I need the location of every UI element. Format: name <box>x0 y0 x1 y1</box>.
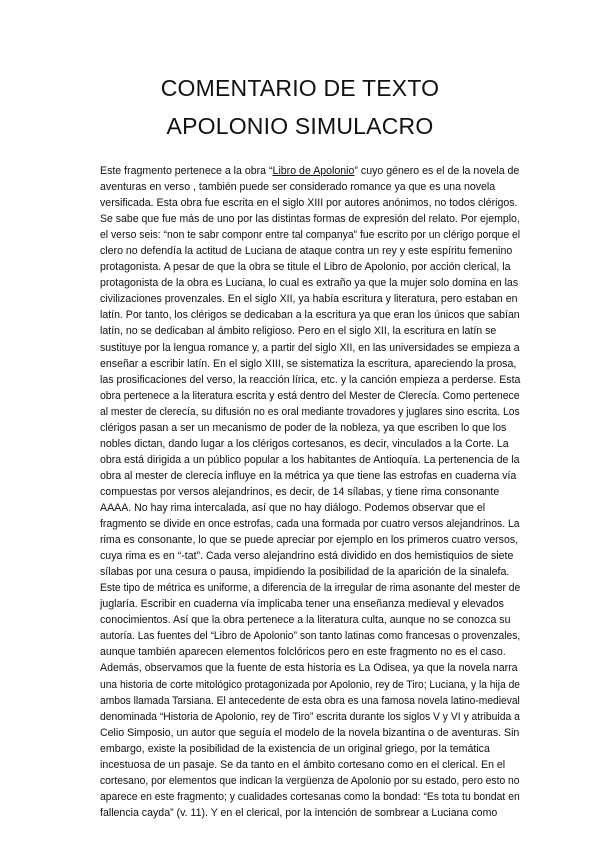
body-line: obra pertenece a la literatura escrita y está dentro del Mester de Clerecía. Como pertenece <box>100 389 520 402</box>
document-title-line-1: COMENTARIO DE TEXTO <box>160 75 440 101</box>
body-line: nobles dictan, dando lugar a los clérigos cortesanos, es decir, vinculados a la Corte. La <box>100 437 509 450</box>
body-line: autoría. Las fuentes del “Libro de Apolonio” son tanto latinas como francesas o provenzales, <box>100 630 521 643</box>
body-line: una historia de corte mitológico protagonizada por Apolonio, rey de Tiro; Luciana, y la hija de <box>100 678 521 691</box>
body-line: aparece en este fragmento; y cualidades cortesanas como la bondad: “Es tota tu bondat en <box>100 790 520 803</box>
body-line: Se sabe que fue más de uno por las distintas formas de expresión del relato. Por ejemplo, <box>100 213 520 226</box>
body-line: clero no defendía la actitud de Luciana de ataque contra un rey y este espíritu femenino <box>100 245 513 258</box>
body-line: protagonista de la obra es Luciana, lo cual es extraño ya que la mujer solo domina en las <box>100 277 519 290</box>
book-title-underlined: Libro de Apolonio <box>272 165 355 177</box>
body-line: fallencia cayda” (v. 11). Y en el clerical, por la intención de sombrear a Luciana como <box>100 806 498 819</box>
body-line: embargo, existe la posibilidad de la existencia de un original griego, por la temática <box>100 742 490 755</box>
body-line: latín. Por tanto, los clérigos se dedicaban a la escritura ya que eran los únicos que sabían <box>100 309 520 322</box>
body-line: enseñar a escribir latín. En el siglo XIII, se sistematiza la escritura, apareciendo la prosa, <box>100 357 517 370</box>
body-line: Este tipo de métrica es uniforme, a diferencia de la irregular de rima asonante del mester de <box>100 582 521 595</box>
body-line: cuya rima es en “-tat”. Cada verso alejandrino está dividido en dos hemistiquios de siete <box>100 550 514 563</box>
body-line: Celio Simposio, un autor que seguía el modelo de la novela bizantina o de aventuras. Sin <box>100 726 520 739</box>
body-line: latín, no se dedicaban al ámbito religioso. Pero en el siglo XII, la escritura en latín se <box>100 325 497 338</box>
body-line: versificada. Esta obra fue escrita en el siglo XIII por autores anónimos, no todos clérigos. <box>100 197 518 210</box>
body-line: aunque también aparecen elementos folclóricos pero en este fragmento no es el caso. <box>100 646 506 659</box>
body-line: clérigos pasan a ser un mecanismo de poder de la nobleza, ya que escriben lo que los <box>100 421 507 434</box>
document-body <box>100 163 520 821</box>
body-line: denominada “Historia de Apolonio, rey de Tiro” escrita durante los siglos V y VI y atribuida a <box>100 710 520 723</box>
body-line: obra está dirigida a un público popular a los habitantes de Antioquía. La pertenencia de la <box>100 453 520 466</box>
body-line <box>100 163 520 179</box>
body-line: al mester de clerecía, su difusión no es oral mediante trovadores y juglares sino escrita. Los <box>100 405 520 418</box>
body-line: rima es consonante, lo que se puede apreciar por ejemplo en los primeros cuatro versos, <box>100 534 519 547</box>
body-line: juglaría. Escribir en cuaderna vía implicaba tener una enseñanza medieval y elevados <box>100 598 504 611</box>
body-line: aventuras en verso , también puede ser considerado romance ya que es una novela <box>100 181 496 194</box>
body-line: conocimientos. Así que la obra pertenece a la literatura culta, aunque no se conozca su <box>100 614 511 627</box>
body-line: compuestas por versos alejandrinos, es decir, de 14 sílabas, y tiene rima consonante <box>100 485 500 498</box>
document-title-line-2: APOLONIO SIMULACRO <box>166 113 434 139</box>
body-line: AAAA. No hay rima intercalada, así que no hay diálogo. Podemos observar que el <box>100 501 486 514</box>
body-line: cortesano, por elementos que indican la vergüenza de Apolonio por su estado, pero esto no <box>100 774 520 787</box>
body-line: las prosificaciones del verso, la reacción lírica, etc. y la canción empieza a perderse. Esta <box>100 373 521 386</box>
body-line: el verso seis: “non te sabr componr entre tal companya” fue escrito por un clérigo porque el <box>100 229 521 242</box>
body-line: obra al mester de clerecía influye en la métrica ya que tiene las estrofas en cuaderna vía <box>100 469 517 482</box>
body-line-text: Este fragmento pertenece a la obra “ <box>100 165 273 177</box>
body-line: protagonista. A pesar de que la obra se titule el Libro de Apolonio, por acción clerical, la <box>100 261 511 274</box>
body-line: sustituye por la lengua romance y, a partir del siglo XII, en las universidades se empieza a <box>100 341 520 354</box>
body-line-text: ” cuyo género es el de la novela de <box>354 165 520 177</box>
body-line: Además, observamos que la fuente de esta historia es La Odisea, ya que la novela narra <box>100 662 518 675</box>
body-line: ambos llamada Tarsiana. El antecedente de esta obra es una famosa novela latino-medieval <box>100 694 520 707</box>
body-line: civilizaciones provenzales. En el siglo XII, ya había escritura y literatura, pero estaban en <box>100 293 518 306</box>
body-line: incestuosa de un pasaje. Se da tanto en el ámbito cortesano como en el clerical. En el <box>100 758 506 771</box>
body-line: fragmento se divide en once estrofas, cada una formada por cuatro versos alejandrinos. La <box>100 518 520 531</box>
body-line: sílabas por una cesura o pausa, impidiendo la posibilidad de la aparición de la sinalefa. <box>100 566 510 579</box>
